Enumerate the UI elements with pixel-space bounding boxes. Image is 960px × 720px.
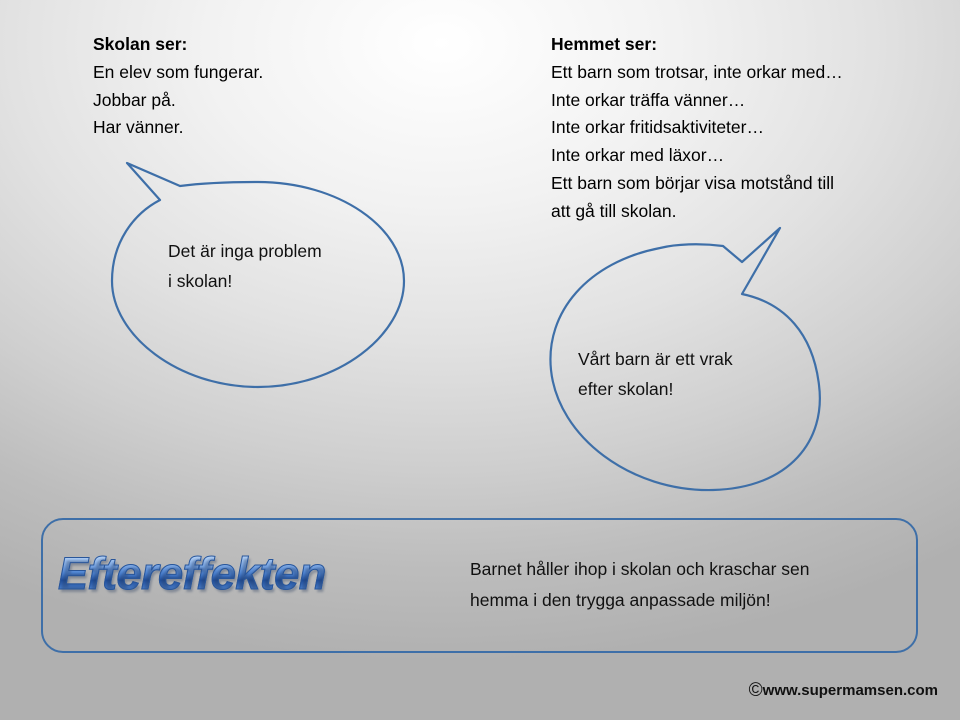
school-bubble-text xyxy=(168,236,322,296)
home-column-line-2: Inte orkar träffa vänner… xyxy=(551,89,746,110)
home-column-line-1: Ett barn som trotsar, inte orkar med… xyxy=(551,61,843,82)
copyright-icon: © xyxy=(748,680,763,701)
home-bubble-text xyxy=(578,344,733,404)
credit-site: www.supermamsen.com xyxy=(762,682,938,699)
home-bubble-line-1: Vårt barn är ett vrak xyxy=(578,349,733,369)
school-column xyxy=(93,31,263,142)
footer-wordart-title: Eftereffekten xyxy=(58,548,326,599)
home-column xyxy=(551,31,843,226)
school-bubble-line-1: Det är inga problem xyxy=(168,241,322,261)
credit-line xyxy=(749,680,938,702)
home-column-line-6: att gå till skolan. xyxy=(551,200,677,221)
school-column-heading: Skolan ser: xyxy=(93,34,188,54)
home-column-line-5: Ett barn som börjar visa motstånd till xyxy=(551,173,835,194)
footer-text xyxy=(470,554,810,615)
home-column-line-4: Inte orkar med läxor… xyxy=(551,145,725,166)
home-column-heading: Hemmet ser: xyxy=(551,34,658,54)
footer-line-2: hemma i den trygga anpassade miljön! xyxy=(470,589,771,610)
home-bubble-line-2: efter skolan! xyxy=(578,379,674,400)
school-column-line-1: En elev som fungerar. xyxy=(93,61,264,82)
school-column-line-3: Har vänner. xyxy=(93,117,184,138)
footer-line-1: Barnet håller ihop i skolan och kraschar sen xyxy=(470,559,810,579)
home-column-line-3: Inte orkar fritidsaktiviteter… xyxy=(551,117,764,138)
school-column-line-2: Jobbar på. xyxy=(93,89,176,110)
school-bubble-line-2: i skolan! xyxy=(168,271,233,292)
